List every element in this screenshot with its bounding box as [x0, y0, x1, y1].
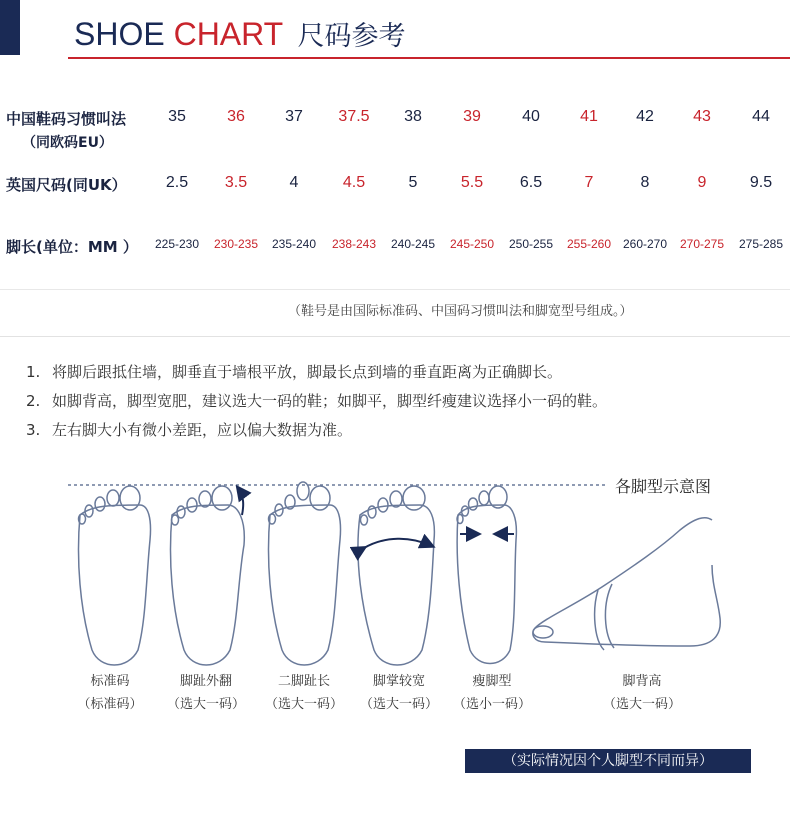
size-cell: 2.5 — [165, 174, 189, 191]
size-cell: 44 — [752, 108, 770, 125]
page-title — [74, 14, 406, 53]
size-cell: 230-235 — [213, 237, 259, 251]
wide-arrow — [364, 539, 432, 548]
size-cell: 5.5 — [460, 174, 484, 191]
size-cell: 260-270 — [622, 237, 668, 251]
wide-foot-sketch — [358, 486, 434, 665]
tip-item: 2. 如脚背高，脚型宽肥，建议选大一码的鞋；如脚平，脚型纤瘦建议选择小一码的鞋。 — [26, 392, 608, 410]
measuring-tips — [26, 362, 607, 449]
tip-item: 3. 左右脚大小有微小差距，应以偏大数据为准。 — [26, 421, 353, 439]
standard-foot-sketch — [79, 486, 151, 665]
tip-item: 1. 将脚后跟抵住墙，脚垂直于墙根平放，脚最长点到墙的垂直距离为正确脚长。 — [26, 363, 563, 381]
size-cell: 225-230 — [154, 237, 200, 251]
size-cell: 6.5 — [519, 174, 543, 191]
size-cell: 5 — [408, 174, 418, 191]
size-cell: 240-245 — [390, 237, 436, 251]
title-chart: CHART — [173, 16, 283, 52]
row-sublabel-eu: （同欧码EU） — [22, 135, 113, 151]
note-divider — [0, 336, 790, 337]
size-cell: 37.5 — [338, 108, 370, 125]
corner-accent-block — [0, 0, 20, 55]
size-cell: 250-255 — [508, 237, 554, 251]
foot-label-standard: 标准码 （标准码） — [77, 674, 143, 712]
foot-label-bunion: 脚趾外翻 （选大一码） — [166, 674, 245, 712]
size-cell: 40 — [522, 108, 540, 125]
foot-label-wide: 脚掌较宽 （选大一码） — [359, 674, 438, 712]
size-cell: 270-275 — [679, 237, 725, 251]
slim-foot-sketch — [457, 486, 516, 664]
title-shoe: SHOE — [74, 16, 165, 52]
size-cell: 238-243 — [331, 237, 377, 251]
title-size-reference: 尺码参考 — [297, 21, 406, 52]
size-cell: 9.5 — [749, 174, 773, 191]
size-cell: 42 — [636, 108, 654, 125]
size-cell: 36 — [227, 108, 245, 125]
table-divider — [0, 289, 790, 290]
title-divider — [68, 57, 790, 59]
size-cell: 275-285 — [738, 237, 784, 251]
size-cell: 37 — [285, 108, 303, 125]
size-cell: 41 — [580, 108, 598, 125]
foot-label-slim: 瘦脚型 （选小一码） — [452, 674, 531, 712]
size-cell: 9 — [697, 174, 707, 191]
foot-label-high-instep: 脚背高 （选大一码） — [602, 674, 681, 712]
size-cell: 7 — [584, 174, 594, 191]
size-cell: 235-240 — [271, 237, 317, 251]
size-cell: 4 — [289, 174, 299, 191]
row-label-uk-size: 英国尺码(同UK） — [6, 176, 127, 194]
size-cell: 3.5 — [224, 174, 248, 191]
size-note: （鞋号是由国际标准码、中国码习惯叫法和脚宽型号组成。） — [288, 304, 633, 319]
foot-diagram-title: 各脚型示意图 — [615, 477, 712, 496]
bunion-foot-sketch — [171, 486, 245, 665]
long-second-toe-foot-sketch — [269, 482, 341, 665]
row-label-cn-size: 中国鞋码习惯叫法 — [6, 110, 127, 128]
size-cell: 255-260 — [566, 237, 612, 251]
size-cell: 43 — [693, 108, 711, 125]
size-cell: 8 — [640, 174, 650, 191]
row-label-foot-length: 脚长(单位：MM ） — [6, 238, 138, 256]
size-cell: 245-250 — [449, 237, 495, 251]
foot-label-long-second-toe: 二脚趾长 （选大一码） — [264, 674, 343, 712]
high-instep-foot-sketch — [533, 518, 720, 650]
size-cell: 38 — [404, 108, 422, 125]
size-cell: 35 — [168, 108, 186, 125]
footer-disclaimer-badge: （实际情况因个人脚型不同而异） — [465, 749, 751, 773]
size-cell: 39 — [463, 108, 481, 125]
size-cell: 4.5 — [342, 174, 366, 191]
